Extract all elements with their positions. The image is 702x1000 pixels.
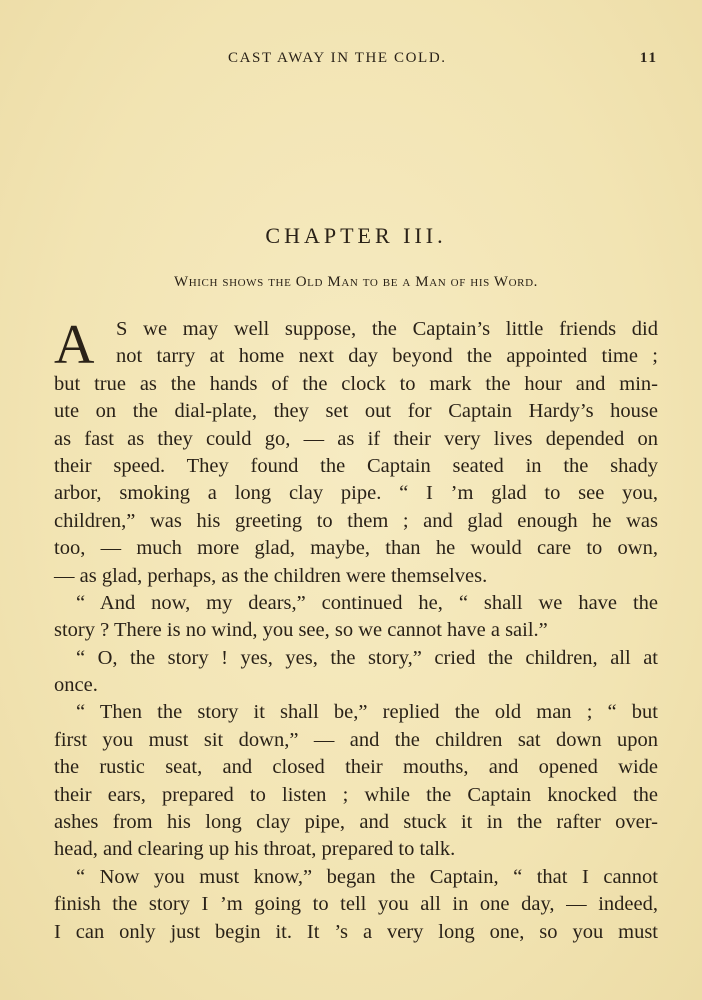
text-line: — as glad, perhaps, as the children were themselves. (54, 564, 488, 587)
text-line: their ears, prepared to listen ; while the Captain knocked the (54, 783, 658, 806)
running-title: CAST AWAY IN THE COLD. (228, 50, 447, 66)
text-line: not tarry at home next day beyond the appointed time ; (116, 345, 658, 368)
text-line: “ Now you must know,” began the Captain, “ that I cannot (76, 865, 658, 888)
text-line: head, and clearing up his throat, prepared to talk. (54, 838, 456, 861)
running-head (0, 50, 702, 70)
text-line: S we may well suppose, the Captain’s little friends did (116, 318, 658, 340)
chapter-title: CHAPTER III. (265, 223, 447, 248)
text-line: once. (54, 674, 98, 697)
opening-paragraph-start (54, 314, 658, 376)
text-line: arbor, smoking a long clay pipe. “ I ’m glad to see you, (54, 482, 658, 505)
text-line: ute on the dial-plate, they set out for Captain Hardy’s house (54, 400, 658, 423)
text-line: the rustic seat, and closed their mouths, and opened wide (54, 756, 658, 779)
text-line: as fast as they could go, — as if their very lives depended on (54, 427, 658, 450)
chapter-subtitle: Which shows the Old Man to be a Man of his Word. (173, 274, 539, 290)
text-line: too, — much more glad, maybe, than he would care to own, (54, 537, 658, 560)
text-line: “ And now, my dears,” continued he, “ shall we have the (76, 591, 658, 614)
text-line: ashes from his long clay pipe, and stuck it in the rafter over- (54, 811, 658, 834)
text-line: “ O, the story ! yes, yes, the story,” cried the children, all at (76, 646, 658, 669)
drop-cap: A (54, 314, 95, 376)
text-line: I can only just begin it. It ’s a very long one, so you must (54, 920, 658, 943)
text-line: children,” was his greeting to them ; and glad enough he was (54, 509, 658, 532)
text-line: their speed. They found the Captain seated in the shady (54, 454, 658, 477)
text-line: but true as the hands of the clock to mark the hour and min- (54, 372, 658, 395)
text-line: finish the story I ’m going to tell you all in one day, — indeed, (54, 893, 658, 916)
text-line: “ Then the story it shall be,” replied the old man ; “ but (76, 701, 658, 724)
text-line: story ? There is no wind, you see, so we cannot have a sail.” (54, 619, 548, 642)
page-number: 11 (639, 50, 658, 66)
body-text (54, 316, 658, 946)
text-line: first you must sit down,” — and the children sat down upon (54, 728, 658, 751)
